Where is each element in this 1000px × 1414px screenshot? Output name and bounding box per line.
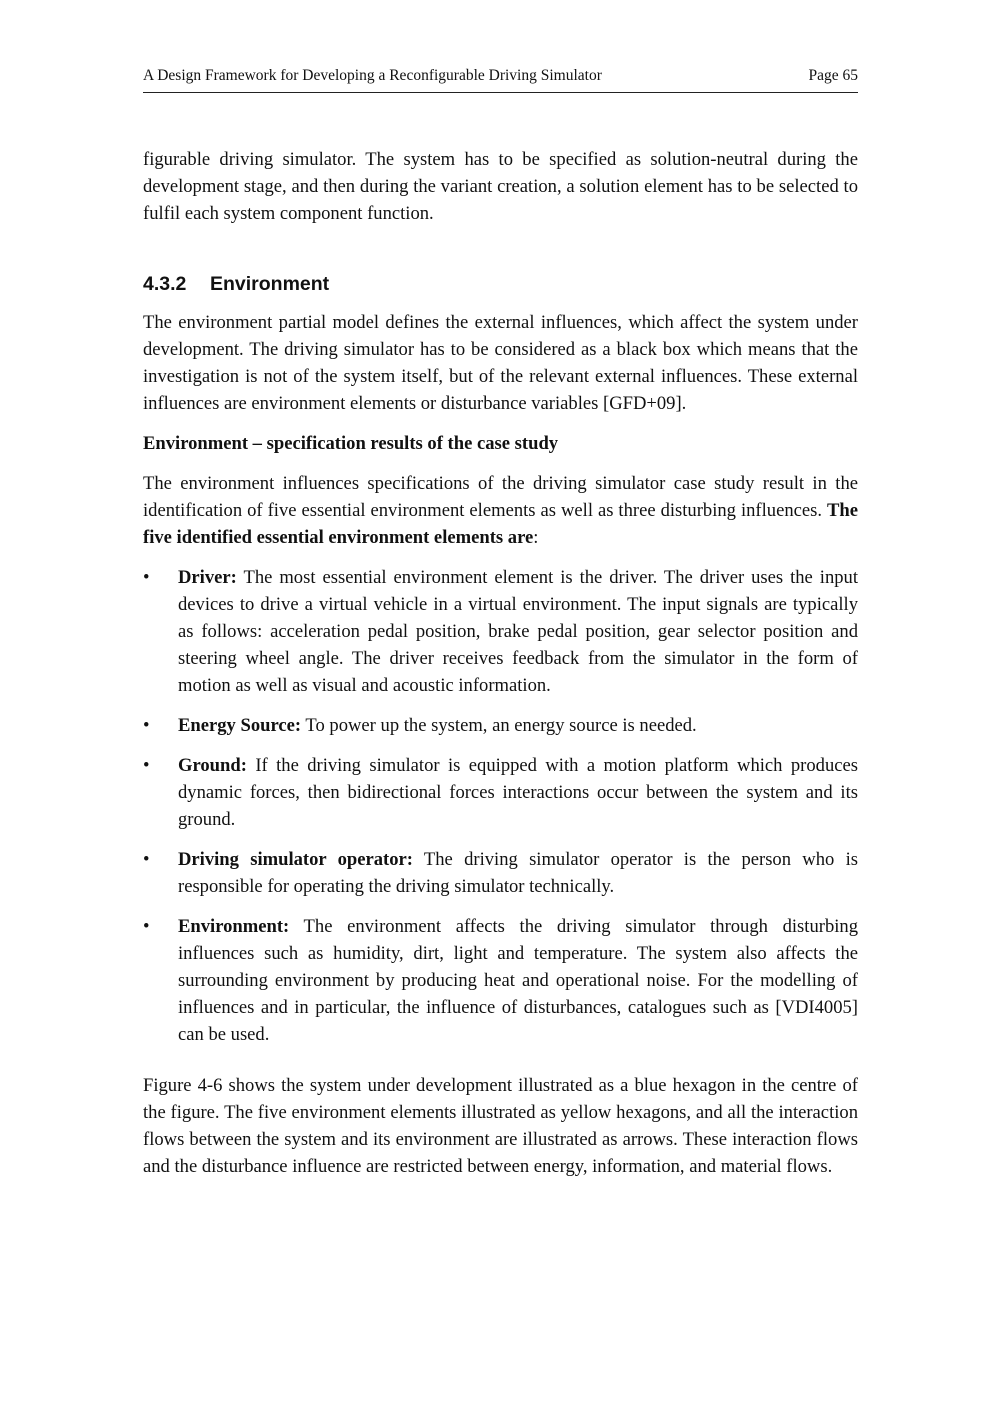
specification-paragraph xyxy=(143,470,858,551)
page-number: Page 65 xyxy=(808,67,858,84)
environment-paragraph: The environment partial model defines the external influences, which affect the system under development. The driving simulator has to be considered as a black box which means that the investigation is not of the system itself, but of the relevant external influences. These external influences are environment elements or disturbance variables [GFD+09]. xyxy=(143,312,858,414)
list-item xyxy=(143,913,858,1048)
figure-description-paragraph: Figure 4-6 shows the system under development illustrated as a blue hexagon in the centre of the figure. The five environment elements illustrated as yellow hexagons, and all the interaction flows between the system and its environment are illustrated as arrows. These interaction flows and the disturbance influence are restricted between energy, information, and material flows. xyxy=(143,1075,858,1177)
running-header xyxy=(143,66,858,93)
bullet-icon: • xyxy=(143,755,150,776)
list-item-text: The driving simulator operator is the person who is responsible for operating the driving simulator technically. xyxy=(178,849,858,897)
list-item xyxy=(143,564,858,699)
subheading: Environment – specification results of the case study xyxy=(143,433,559,454)
list-item xyxy=(143,846,858,900)
list-item-text: The most essential environment element is the driver. The driver uses the input devices to drive a virtual vehicle in a virtual environment. The input signals are typically as follows: acceleration pedal position, brake pedal position, gear selector position and steering wheel angle. The driver receives feedback from the simulator in the form of motion as well as visual and acoustic information. xyxy=(178,567,858,696)
specification-bold-text: The five identified essential environment elements are xyxy=(143,500,858,548)
list-item xyxy=(143,712,858,739)
bullet-icon: • xyxy=(143,715,150,736)
specification-suffix: : xyxy=(533,527,539,548)
list-item-text: If the driving simulator is equipped with a motion platform which produces dynamic forces, then bidirectional forces interactions occur between the system and its ground. xyxy=(178,755,858,830)
section-title: Environment xyxy=(210,273,330,295)
list-item-text: The environment affects the driving simulator through disturbing influences such as humidity, dirt, light and temperature. The system also affects the surrounding environment by producing heat and operational noise. For the modelling of influences and in particular, the influence of disturbances, catalogues such as [VDI4005] can be used. xyxy=(178,916,858,1045)
document-body xyxy=(143,146,858,1180)
bullet-icon: • xyxy=(143,916,150,937)
bullet-icon: • xyxy=(143,849,150,870)
list-item-term: Driver: xyxy=(178,567,237,588)
list-item xyxy=(143,752,858,833)
list-item-term: Environment: xyxy=(178,916,290,937)
environment-elements-list xyxy=(143,564,858,1048)
list-item-text: To power up the system, an energy source is needed. xyxy=(301,715,697,736)
list-item-term: Energy Source: xyxy=(178,715,302,736)
section-heading xyxy=(143,271,858,297)
bullet-icon: • xyxy=(143,567,150,588)
section-number: 4.3.2 xyxy=(143,273,187,295)
list-item-term: Driving simulator operator: xyxy=(178,849,413,870)
intro-paragraph: figurable driving simulator. The system has to be specified as solution-neutral during the development stage, and then during the variant creation, a solution element has to be selected to fulfil each system component function. xyxy=(143,149,858,224)
document-title: A Design Framework for Developing a Reconfigurable Driving Simulator xyxy=(143,67,602,84)
list-item-term: Ground: xyxy=(178,755,247,776)
specification-text: The environment influences specifications of the driving simulator case study result in the identification of five essential environment elements as well as three disturbing influences. xyxy=(143,473,858,521)
